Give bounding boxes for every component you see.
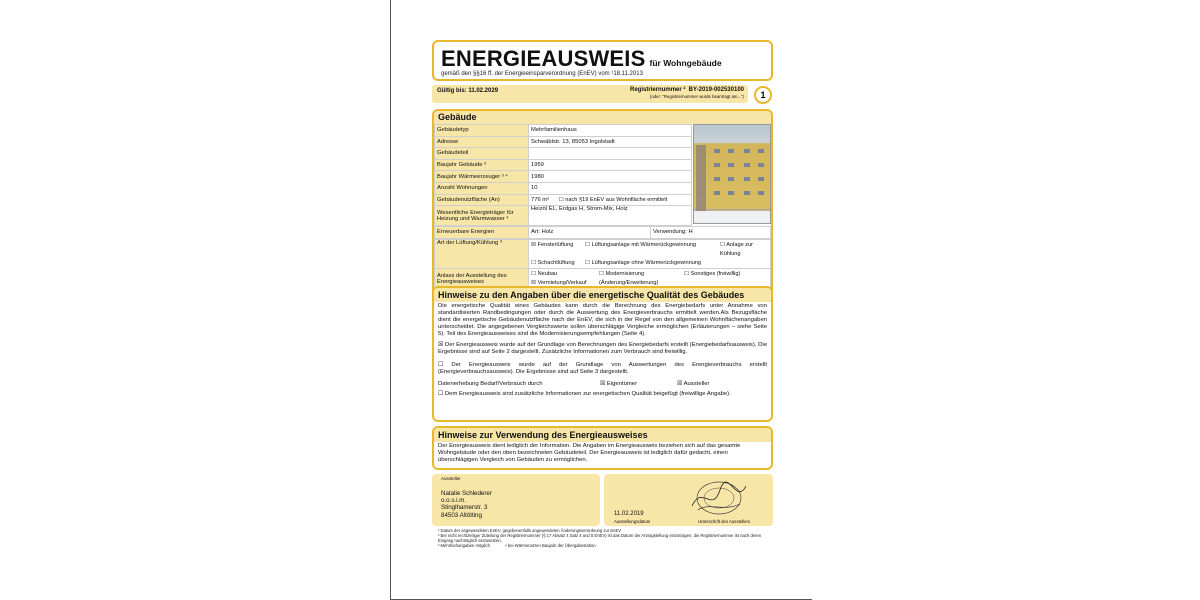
- ventilation-option[interactable]: ☐ Anlage zur Kühlung: [720, 241, 754, 257]
- table-row: Erneuerbare Energien Art: Holz Verwendung: H: [435, 227, 771, 239]
- quality-heading: Hinweise zu den Angaben über die energetische Qualität des Gebäudes: [434, 288, 771, 302]
- footnotes: [438, 528, 768, 548]
- law-reference: gemäß den §§16 ff. der Energieeinsparverordnung (EnEV) vom ¹18.11.2013: [441, 71, 643, 77]
- building-heading: Gebäude: [434, 111, 771, 124]
- registration-note: (oder: "Registriernummer wurde beantragt am..."): [649, 94, 744, 99]
- ventilation-table: [434, 239, 771, 290]
- registration-number: BY-2019-002530100: [688, 87, 744, 93]
- quality-option-demand[interactable]: ☒ Der Energieausweis wurde auf der Grundlage von Berechnungen des Energiebedarfs erstellt (Energiebedarfsausweis). Die Ergebnisse sind auf Seite 2 dargestellt. Zusätzliche Informationen zum Verbrauch sind freiwillig.: [438, 342, 767, 355]
- footnote-2: ² Bei nicht rechtzeitiger Zuteilung der Registriernummer (§ 17 Absatz 4 Satz 4 und 5 EnEV) ist das Datum der Antragstellung einzutragen; die Registriernummer ist nach deren Eingang nachträglich einzusetzen.: [438, 533, 762, 543]
- issuer-city: 84503 Altötting: [441, 511, 482, 519]
- footnote-1: ¹ Datum der angewendeten EnEV, gegebenenfalls angewendeten Änderungsverordnung zur EnEV: [438, 528, 622, 533]
- quality-section: [432, 286, 773, 422]
- quality-option-consumption[interactable]: ☐ Der Energieausweis wurde auf der Grundlage von Auswertungen des Energieverbrauchs erstellt (Energieverbrauchsausweis). Die Ergebnisse sind auf Seite 3 dargestellt.: [438, 362, 767, 375]
- data-collection-label: Datenerhebung Bedarf/Verbrauch durch: [438, 381, 543, 387]
- occasion-option[interactable]: ☐ Neubau: [531, 271, 558, 278]
- signature-box: [604, 474, 773, 526]
- issuer-address: [441, 490, 492, 519]
- footnote-4: ⁴ bei Wärmenetzen Baujahr der Übergabestation: [505, 543, 596, 548]
- validity-bar: [432, 85, 748, 103]
- issuer-street: Stinglhamerstr. 3: [441, 504, 488, 512]
- building-table: [434, 124, 692, 226]
- valid-until: Gültig bis: 11.02.2029: [437, 88, 499, 94]
- ventilation-option[interactable]: ☐ Schachtlüftung: [531, 259, 575, 266]
- footnote-3-4: [438, 543, 768, 548]
- registration-block: [630, 87, 744, 99]
- signature-label: Unterschrift des Ausstellers: [698, 519, 751, 524]
- table-row: Anzahl Wohnungen 10: [435, 182, 692, 194]
- quality-intro: Die energetische Qualität eines Gebäudes kann durch die Berechnung des Energiebedarfs unter Annahme von standardisierten Randbedingungen oder durch die Auswertung des Energieverbrauchs ermittelt werden.Als Bezugsfläche dient die energetische Gebäudenutzfläche nach der EnEV, die sich in der Regel von den allgemeinen Wohnflächenangaben unterscheidet. Die angegebenen Vergleichswerte sollen überschlägige Vergleiche ermöglichen (Erläuterungen – siehe Seite 5). Teil des Energieausweises sind die Modernisierungsempfehlungen (Seite 4).: [438, 303, 767, 337]
- table-row: Gebäudetyp Mehrfamilienhaus: [435, 125, 692, 137]
- occasion-option[interactable]: ☐ Modernisierung (Änderung/Erweiterung): [599, 271, 659, 287]
- building-extra-table: [434, 226, 771, 239]
- issuer-company: o.o.s.i.m.: [441, 497, 467, 505]
- signature-stamp-icon: [684, 476, 754, 518]
- document-title: ENERGIEAUSWEIS: [441, 46, 646, 71]
- issuer-label: Aussteller: [441, 476, 461, 481]
- usage-heading: Hinweise zur Verwendung des Energieausweises: [434, 428, 771, 442]
- ventilation-option[interactable]: ☐ Lüftungsanlage ohne Wärmerückgewinnung: [585, 259, 702, 266]
- issue-date: 11.02.2019: [614, 511, 644, 517]
- table-row: Adresse Schwäblstr. 13, 85053 Ingolstadt: [435, 136, 692, 148]
- table-row: Wesentliche Energieträger für Heizung und Warmwasser ³ Heizöl EL, Erdgas H, Strom-Mix, Holz: [435, 206, 692, 226]
- table-row: Anlass der Ausstellung des Energieausweises ☐ Neubau ☐ Modernisierung (Änderung/Erweiterung)☐ Sonstiges (freiwillig) ☒ Vermietung/Verkauf: [435, 268, 771, 289]
- data-owner-checkbox[interactable]: ☒ Eigentümer: [600, 381, 638, 387]
- floor-area-checkbox[interactable]: ☐ nach §19 EnEV aus Wohnfläche ermittelt: [558, 196, 668, 203]
- ventilation-option[interactable]: ☒ Fensterlüftung: [531, 241, 574, 248]
- issuer-box: [432, 474, 600, 526]
- registration-label: Registriernummer ²: [630, 87, 686, 93]
- data-issuer-checkbox[interactable]: ☒ Aussteller: [677, 381, 710, 387]
- table-row: Art der Lüftung/Kühlung ³ ☒ Fensterlüftung ☐ Lüftungsanlage mit Wärmerückgewinnung ☐ Anlage zur Kühlung ☐ Schachtlüftung ☐ Lüftungsanlage ohne Wärmerückgewinnung: [435, 239, 771, 268]
- page-left-edge: [390, 0, 391, 600]
- table-row: Gebäudenutzfläche (An) 776 m² ☐ nach §19 EnEV aus Wohnfläche ermittelt: [435, 194, 692, 206]
- page-number-badge: 1: [754, 86, 772, 104]
- issuer-name: Natalie Schlederer: [441, 490, 492, 497]
- table-row: Baujahr Gebäude ³ 1959: [435, 159, 692, 171]
- usage-text: Der Energieausweis dient lediglich der Information. Die Angaben im Energieausweis beziehen sich auf das gesamte Wohngebäude oder den oben bezeichneten Gebäudeteil. Der Energieausweis ist lediglich dafür gedacht, einen überschlägigen Vergleich von Gebäuden zu ermöglichen.: [438, 443, 741, 463]
- issue-date-label: Ausstellungsdatum: [614, 519, 651, 524]
- data-collection-row: [434, 380, 771, 389]
- document-subtitle: für Wohngebäude: [649, 58, 722, 68]
- occasion-option[interactable]: ☒ Vermietung/Verkauf: [531, 280, 587, 287]
- usage-section: [432, 426, 773, 470]
- title-box: [432, 40, 773, 81]
- footnote-3: ³ Mehrfachangaben möglich: [438, 543, 490, 548]
- additional-info-checkbox[interactable]: ☐ Dem Energieausweis sind zusätzliche Informationen zur energetischen Qualität beigefügt (freiwillige Angabe).: [438, 391, 731, 397]
- occasion-option[interactable]: ☐ Sonstiges (freiwillig): [684, 271, 741, 278]
- ventilation-option[interactable]: ☐ Lüftungsanlage mit Wärmerückgewinnung: [585, 241, 697, 248]
- building-photo: [693, 124, 771, 224]
- table-row: Baujahr Wärmeerzeuger ³ ⁴ 1980: [435, 171, 692, 183]
- table-row: Gebäudeteil: [435, 148, 692, 160]
